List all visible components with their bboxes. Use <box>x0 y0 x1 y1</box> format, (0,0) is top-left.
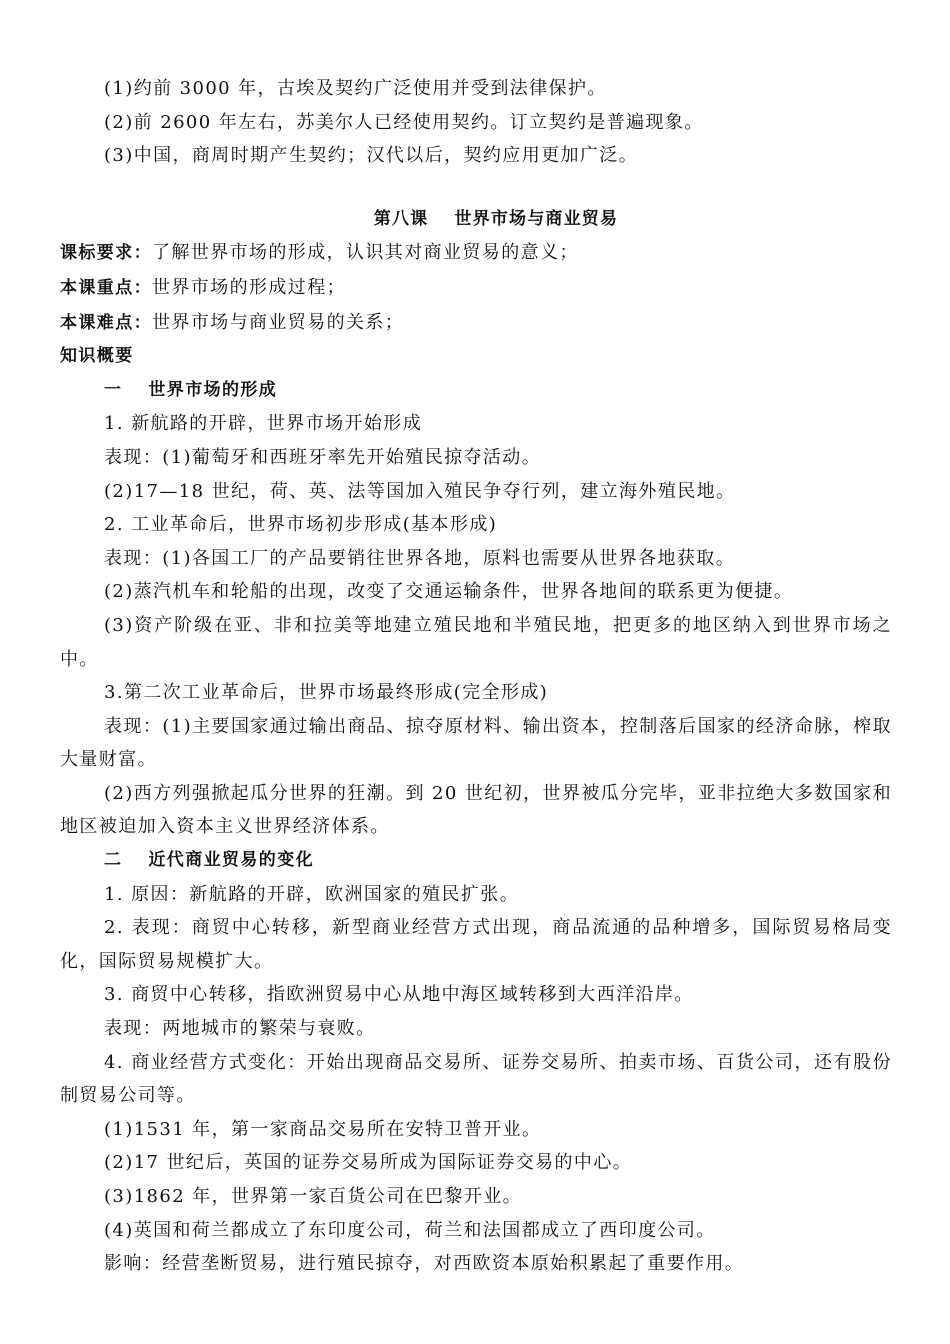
section-2-heading <box>60 844 892 878</box>
section-1-line: (2)西方列强掀起瓜分世界的狂潮。到 20 世纪初，世界被瓜分完毕，亚非拉绝大多数国家和地区被迫加入资本主义世界经济体系。 <box>60 782 892 838</box>
section-2-line: 4. 商业经营方式变化：开始出现商品交易所、证券交易所、拍卖市场、百货公司，还有股份制贸易公司等。 <box>60 1051 892 1107</box>
curriculum-standard-text: 了解世界市场的形成，认识其对商业贸易的意义； <box>152 242 579 264</box>
section-1-line: 1. 新航路的开辟，世界市场开始形成 <box>104 413 423 435</box>
section-1-line: 表现：(1)葡萄牙和西班牙率先开始殖民掠夺活动。 <box>104 446 542 468</box>
section-2-line: (2)17 世纪后，英国的证券交易所成为国际证券交易的中心。 <box>104 1152 633 1174</box>
spacer <box>60 173 892 203</box>
intro-line-2: (2)前 2600 年左右，苏美尔人已经使用契约。订立契约是普遍现象。 <box>104 111 704 133</box>
difficult-point-text: 世界市场与商业贸易的关系； <box>152 311 405 333</box>
section-2-line: (4)英国和荷兰都成立了东印度公司，荷兰和法国都成立了西印度公司。 <box>104 1219 716 1241</box>
curriculum-standard-label: 课标要求： <box>60 243 152 264</box>
section-2-line: 3. 商贸中心转移，指欧洲贸易中心从地中海区域转移到大西洋沿岸。 <box>104 984 694 1006</box>
section-1-line: (3)资产阶级在亚、非和拉美等地建立殖民地和半殖民地，把更多的地区纳入到世界市场之中。 <box>60 614 892 670</box>
section-1-line: (2)17—18 世纪，荷、英、法等国加入殖民争夺行列，建立海外殖民地。 <box>104 480 736 502</box>
intro-line-1: (1)约前 3000 年，古埃及契约广泛使用并受到法律保护。 <box>104 78 607 99</box>
section-2-line: 影响：经营垄断贸易，进行殖民掠夺，对西欧资本原始积累起了重要作用。 <box>104 1253 745 1275</box>
key-point-text: 世界市场的形成过程； <box>152 276 346 298</box>
section-1-heading <box>60 374 892 408</box>
intro-line-3: (3)中国，商周时期产生契约；汉代以后，契约应用更加广泛。 <box>104 145 639 167</box>
section-2-line: 2. 表现：商贸中心转移，新型商业经营方式出现，商品流通的品种增多，国际贸易格局变化，国际贸易规模扩大。 <box>60 917 892 972</box>
curriculum-standard <box>60 236 892 271</box>
section-1-line: 2. 工业革命后，世界市场初步形成(基本形成) <box>104 514 498 536</box>
section-2-number: 二 <box>104 850 123 871</box>
section-2-line: (3)1862 年，世界第一家百货公司在巴黎开业。 <box>104 1186 523 1207</box>
lesson-title <box>60 203 892 237</box>
key-point <box>60 271 892 306</box>
section-2-title: 近代商业贸易的变化 <box>148 850 315 871</box>
section-1-line: 表现：(1)各国工厂的产品要销往世界各地，原料也需要从世界各地获取。 <box>104 547 736 569</box>
difficult-point <box>60 306 892 341</box>
section-2-line: 表现：两地城市的繁荣与衰败。 <box>104 1018 376 1040</box>
section-1-line: 3.第二次工业革命后，世界市场最终形成(完全形成) <box>104 682 549 704</box>
section-1-number: 一 <box>104 379 123 400</box>
lesson-number: 第八课 <box>373 208 429 229</box>
section-1-line: 表现：(1)主要国家通过输出商品、掠夺原材料、输出资本，控制落后国家的经济命脉，榨取大量财富。 <box>60 715 892 771</box>
difficult-point-label: 本课难点： <box>60 312 152 333</box>
section-1-title: 世界市场的形成 <box>148 379 278 400</box>
document-page <box>60 72 892 1281</box>
overview-heading: 知识概要 <box>60 346 134 367</box>
section-2-line: (1)1531 年，第一家商品交易所在安特卫普开业。 <box>104 1118 542 1140</box>
section-1-line: (2)蒸汽机车和轮船的出现，改变了交通运输条件，世界各地间的联系更为便捷。 <box>104 581 794 603</box>
lesson-name: 世界市场与商业贸易 <box>454 208 619 229</box>
section-2-line: 1. 原因：新航路的开辟，欧洲国家的殖民扩张。 <box>104 883 520 905</box>
key-point-label: 本课重点： <box>60 277 152 298</box>
